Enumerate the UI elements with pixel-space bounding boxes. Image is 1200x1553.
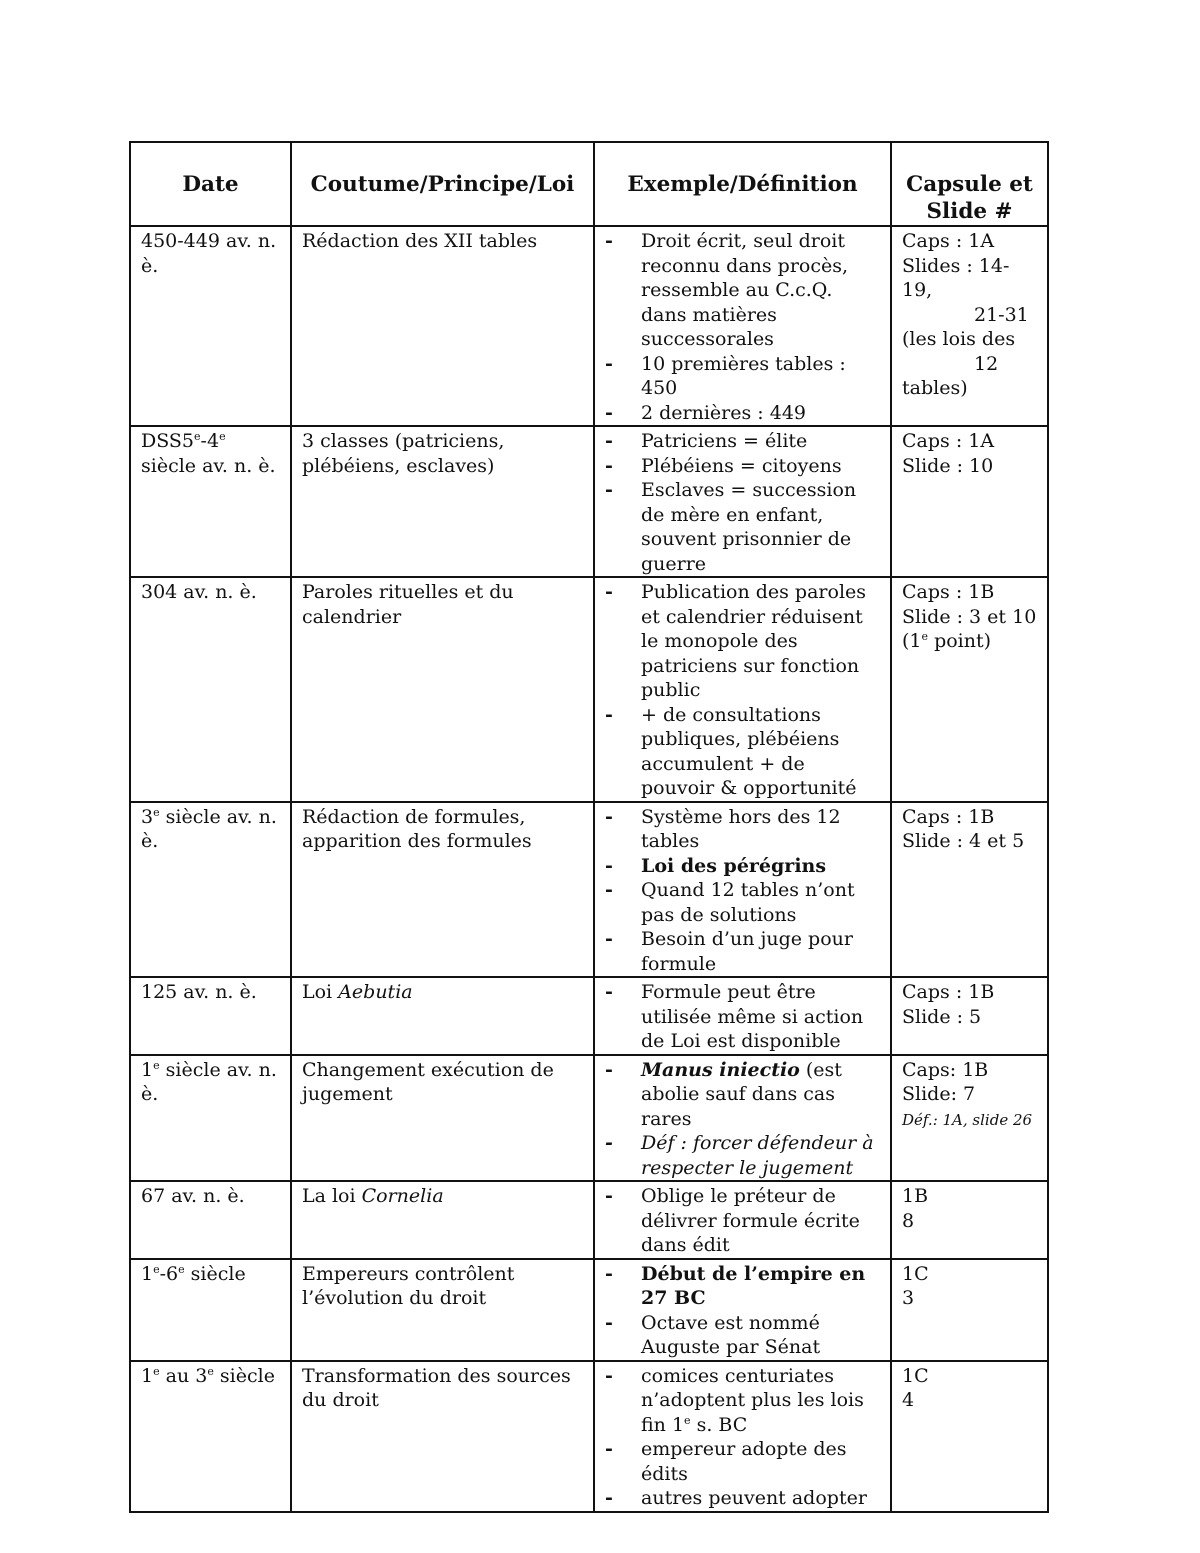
header-date: Date [130,142,291,226]
caps-line: Slide : 4 et 5 [902,830,1025,852]
list-item: - Droit écrit, seul droit reconnu dans procès, ressemble au C.c.Q. dans matières successorales [605,229,880,352]
cell-exemple [594,426,891,577]
caps-line: Caps : 1A [902,430,995,452]
caps-line: 1C [902,1364,929,1387]
cell-date: 1e-6e siècle [130,1259,291,1361]
list-item: - autres peuvent adopter [605,1486,880,1511]
cell-capsule [891,1259,1048,1361]
cell-coutume: 3 classes (patriciens, plébéiens, esclaves) [291,426,594,577]
cell-exemple [594,577,891,802]
list-item: - Système hors des 12 tables [605,805,880,854]
cell-date: 125 av. n. è. [130,977,291,1055]
list-item: - Manus iniectio (est abolie sauf dans cas rares [605,1058,880,1132]
list-item: - Quand 12 tables n’ont pas de solutions [605,878,880,927]
cell-date: 450-449 av. n. è. [130,226,291,426]
list-item: - Publication des paroles et calendrier réduisent le monopole des patriciens sur fonction public [605,580,880,703]
list-item: - Besoin d’un juge pour formule [605,927,880,976]
list-item: - Début de l’empire en 27 BC [605,1262,880,1311]
caps-line: 4 [902,1389,915,1411]
cell-capsule [891,1055,1048,1182]
caps-line: 1B [902,1185,929,1207]
list-item: - empereur adopte des édits [605,1437,880,1486]
cell-date: 1e siècle av. n. è. [130,1055,291,1182]
header-capsule: Capsule et Slide # [891,142,1048,226]
list-item: - Formule peut être utilisée même si action de Loi est disponible [605,980,880,1054]
cell-exemple [594,1055,891,1182]
cell-exemple [594,1259,891,1361]
cell-capsule [891,226,1048,426]
caps-line: 8 [902,1209,915,1232]
cell-coutume: Rédaction de formules, apparition des formules [291,802,594,978]
cell-coutume: Paroles rituelles et du calendrier [291,577,594,802]
list-item: - Déf : forcer défendeur à respecter le jugement [605,1131,880,1180]
list-item: - Loi des pérégrins [605,854,880,879]
caps-line: Slide : 3 et 10 [902,605,1037,628]
header-row [130,142,1048,226]
table-row [130,226,1048,426]
list-item: - Octave est nommé Auguste par Sénat [605,1311,880,1360]
caps-line: 3 [902,1287,915,1309]
table-row [130,1259,1048,1361]
caps-line: Déf.: 1A, slide 26 [902,1110,1033,1129]
caps-line: 21-31 [974,303,1029,326]
cell-capsule [891,1361,1048,1512]
cell-exemple [594,802,891,978]
caps-line: Caps : 1A [902,230,995,252]
cell-date: 67 av. n. è. [130,1181,291,1259]
list-item: - Patriciens = élite [605,429,880,454]
caps-line: 1C [902,1262,929,1285]
list-item: - comices centuriates n’adoptent plus les lois fin 1e s. BC [605,1364,880,1438]
cell-coutume: Loi Aebutia [291,977,594,1055]
cell-capsule [891,977,1048,1055]
caps-line: Slide : 5 [902,1005,982,1028]
cell-capsule [891,426,1048,577]
caps-line: 12 [974,352,999,375]
caps-line: Slide: 7 [902,1083,976,1105]
list-item: - Oblige le préteur de délivrer formule écrite dans édit [605,1184,880,1258]
cell-date: 1e au 3e siècle [130,1361,291,1512]
table-row [130,1055,1048,1182]
cell-date: DSS5e-4e siècle av. n. è. [130,426,291,577]
list-item: - Plébéiens = citoyens [605,454,880,479]
cell-coutume: Changement exécution de jugement [291,1055,594,1182]
cell-exemple [594,977,891,1055]
table-row [130,1361,1048,1512]
caps-line: Slides : 14-19, [902,254,1010,301]
table-row [130,977,1048,1055]
document-table [129,141,1049,1513]
table-row [130,426,1048,577]
header-coutume: Coutume/Principe/Loi [291,142,594,226]
cell-coutume: Transformation des sources du droit [291,1361,594,1512]
list-item: - 2 dernières : 449 [605,401,880,426]
cell-coutume: Rédaction des XII tables [291,226,594,426]
caps-line: Slide : 10 [902,454,994,477]
cell-capsule [891,1181,1048,1259]
caps-line: Caps : 1B [902,981,995,1003]
caps-line: Caps: 1B [902,1058,989,1081]
list-item: - 10 premières tables : 450 [605,352,880,401]
cell-date: 3e siècle av. n. è. [130,802,291,978]
caps-line: Caps : 1B [902,581,995,603]
cell-coutume: Empereurs contrôlent l’évolution du droit [291,1259,594,1361]
list-item: - Esclaves = succession de mère en enfant, souvent prisonnier de guerre [605,478,880,576]
table-row [130,1181,1048,1259]
header-exemple: Exemple/Définition [594,142,891,226]
table-row [130,802,1048,978]
cell-capsule [891,802,1048,978]
list-item: - + de consultations publiques, plébéiens accumulent + de pouvoir & opportunité [605,703,880,801]
caps-line: (1e point) [902,630,992,652]
cell-coutume: La loi Cornelia [291,1181,594,1259]
table-row [130,577,1048,802]
cell-capsule [891,577,1048,802]
caps-line: (les lois des [902,328,1016,350]
caps-line: tables) [902,377,968,399]
caps-line: Caps : 1B [902,805,995,828]
cell-date: 304 av. n. è. [130,577,291,802]
cell-exemple [594,226,891,426]
cell-exemple [594,1361,891,1512]
cell-exemple [594,1181,891,1259]
